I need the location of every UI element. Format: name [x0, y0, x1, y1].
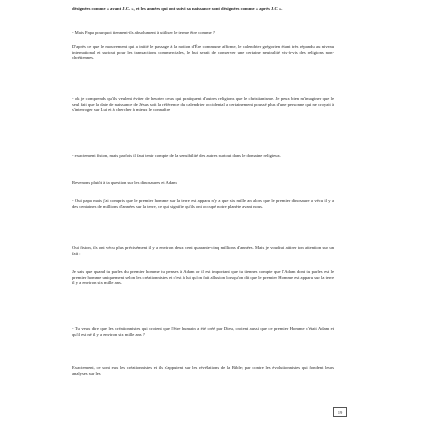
page-number: 19	[333, 407, 347, 417]
paragraph-religions: - ok je comprends qu'ils veulent éviter de heurter ceux qui pratiquent d'autres religions que le christianisme. Je peux bien m'imaginer que le seul fait que la date de naissance de Jésus soit la référence du calendrier occidental a certainement poussé plus d'une personne qui ne croyait à s'interroger sur Lui et à chercher à mieux le connaître	[72, 96, 334, 113]
paragraph-millions-years: Oui fiston, ils ont vécu plus précisément il y a environ deux cent quarante-cinq millions d'années. Mais je voudrai attirer ton attention sur un fait :	[72, 245, 334, 256]
paragraph-sensibility: - exactement fiston, mais parfois il faut tenir compte de la sensibilité des autres surtout dans le domaine religieux.	[72, 153, 281, 158]
paragraph-bible: Exactement, ce sont eux les créationnistes et ils s'appuient sur les révélations de la Bible; par contre les évolutionnistes qui fondent leurs analyses sur les	[72, 365, 334, 376]
paragraph-calendar-explanation: D'après ce que le mouvement qui a initié le passage à la notion d'Ère commune affirme, le calendrier grégorien étant très répandu au niveau international et surtout pour les transactions commerciales, le but serait de conserver une certaine neutralité vis-à-vis des religions non-chrétiennes.	[72, 44, 334, 61]
paragraph-return-question: Revenons plutôt à ta question sur les dinosaures et Adam	[72, 180, 177, 185]
paragraph-dinosaurs: - Oui papa mais j'ai compris que le premier homme sur la terre est apparu n'y a que six mille an alors que le premier dinosaure a vécu il y a des centaines de millions d'années sur la terre, ce qui signifie qu'ils ont occupé notre planète avant nous.	[72, 198, 334, 209]
paragraph-adam: Je sais que quand tu parles du premier homme tu penses à Adam or il est important que tu tiennes compte que l'Adam dont tu parles est le premier homme uniquement selon les créationnistes et c'est à lui qu'on fait allusion lorsqu'on dit que le premier Homme est apparu sur la terre il y a environ six mille ans.	[72, 269, 334, 286]
paragraph-question-era: - Mais Papa pourquoi tiennent-ils absolument à utiliser le terme être comme ?	[72, 30, 215, 35]
paragraph-intro: désignées comme « avant J.C. », et les années qui ont suivi sa naissance sont désignées comme « après J.C ».	[72, 6, 283, 11]
paragraph-creationists-question: - Tu veux dire que les créationnistes qui croient que l'être humain a été créé par Dieu, croient aussi que ce premier Homme c'était Adam et qu'il est né il y a environ six mille ans ?	[72, 326, 334, 337]
